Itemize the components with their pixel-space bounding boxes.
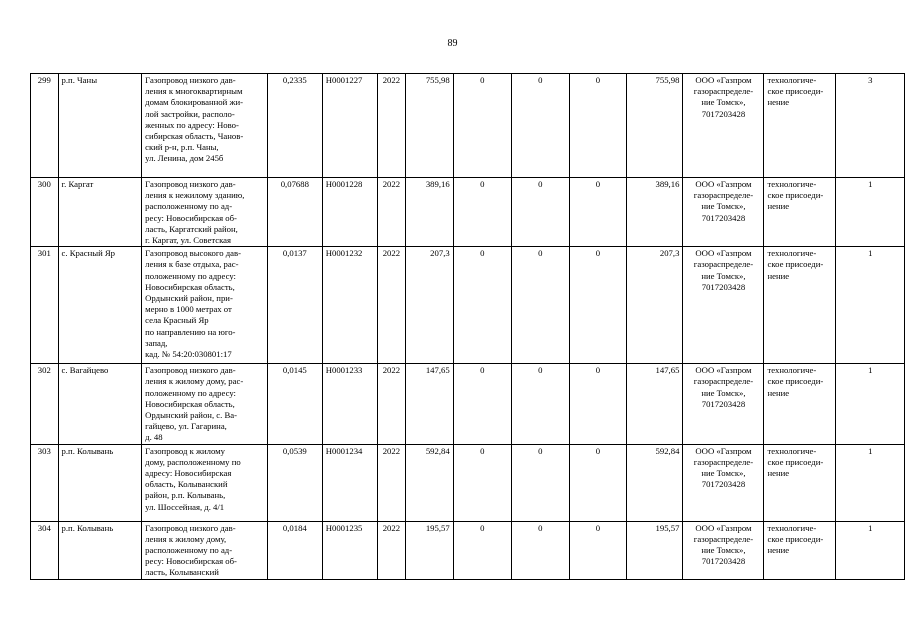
organization-cell: ООО «Газпром газораспределе- ние Томск», 7017203428 bbox=[683, 74, 764, 178]
object-code-cell: Н0001234 bbox=[322, 444, 377, 521]
amount-cell: 195,57 bbox=[405, 521, 453, 579]
length-cell: 0,07688 bbox=[267, 178, 322, 247]
object-code-cell: Н0001227 bbox=[322, 74, 377, 178]
total-amount-cell: 207,3 bbox=[627, 247, 683, 364]
description-cell: Газопровод низкого дав- ления к жилому дому, расположенному по ад- ресу: Новосибирская об- ласть, Колыванский bbox=[142, 521, 268, 579]
zero-value-cell: 0 bbox=[569, 444, 626, 521]
locality-cell: с. Красный Яр bbox=[58, 247, 142, 364]
locality-cell: р.п. Колывань bbox=[58, 521, 142, 579]
zero-value-cell: 0 bbox=[511, 444, 569, 521]
length-cell: 0,0539 bbox=[267, 444, 322, 521]
organization-cell: ООО «Газпром газораспределе- ние Томск», 7017203428 bbox=[683, 178, 764, 247]
table-row bbox=[31, 178, 905, 247]
row-number-cell: 303 bbox=[31, 444, 59, 521]
organization-cell: ООО «Газпром газораспределе- ние Томск», 7017203428 bbox=[683, 521, 764, 579]
length-cell: 0,0184 bbox=[267, 521, 322, 579]
category-cell: 1 bbox=[836, 444, 905, 521]
year-cell: 2022 bbox=[377, 247, 405, 364]
category-cell: 3 bbox=[836, 74, 905, 178]
zero-value-cell: 0 bbox=[511, 521, 569, 579]
zero-value-cell: 0 bbox=[511, 247, 569, 364]
locality-cell: г. Каргат bbox=[58, 178, 142, 247]
category-cell: 1 bbox=[836, 364, 905, 444]
total-amount-cell: 755,98 bbox=[627, 74, 683, 178]
locality-cell: р.п. Чаны bbox=[58, 74, 142, 178]
zero-value-cell: 0 bbox=[511, 364, 569, 444]
year-cell: 2022 bbox=[377, 444, 405, 521]
table-body bbox=[31, 74, 905, 580]
amount-cell: 389,16 bbox=[405, 178, 453, 247]
description-cell: Газопровод низкого дав- ления к нежилому зданию, расположенному по ад- ресу: Новосибирская об- ласть, Каргатский район, г. Каргат, ул. Советская bbox=[142, 178, 268, 247]
description-cell: Газопровод к жилому дому, расположенному по адресу: Новосибирская область, Колыванский район, р.п. Колывань, ул. Шоссейная, д. 4/1 bbox=[142, 444, 268, 521]
total-amount-cell: 147,65 bbox=[627, 364, 683, 444]
purpose-cell: технологиче- ское присоеди- нение bbox=[764, 444, 836, 521]
total-amount-cell: 195,57 bbox=[627, 521, 683, 579]
zero-value-cell: 0 bbox=[569, 364, 626, 444]
purpose-cell: технологиче- ское присоеди- нение bbox=[764, 178, 836, 247]
object-code-cell: Н0001233 bbox=[322, 364, 377, 444]
year-cell: 2022 bbox=[377, 364, 405, 444]
table-row bbox=[31, 74, 905, 178]
table-row bbox=[31, 247, 905, 364]
object-code-cell: Н0001232 bbox=[322, 247, 377, 364]
length-cell: 0,0145 bbox=[267, 364, 322, 444]
locality-cell: с. Вагайцево bbox=[58, 364, 142, 444]
zero-value-cell: 0 bbox=[511, 74, 569, 178]
row-number-cell: 299 bbox=[31, 74, 59, 178]
amount-cell: 147,65 bbox=[405, 364, 453, 444]
table-row bbox=[31, 364, 905, 444]
total-amount-cell: 592,84 bbox=[627, 444, 683, 521]
organization-cell: ООО «Газпром газораспределе- ние Томск», 7017203428 bbox=[683, 364, 764, 444]
category-cell: 1 bbox=[836, 247, 905, 364]
table-row bbox=[31, 521, 905, 579]
description-cell: Газопровод низкого дав- ления к многоквартирным домам блокированной жи- лой застройки, располо- женных по адресу: Ново- сибирская область, Чанов- ский р-н, р.п. Чаны, ул. Ленина, дом 245б bbox=[142, 74, 268, 178]
year-cell: 2022 bbox=[377, 178, 405, 247]
year-cell: 2022 bbox=[377, 521, 405, 579]
locality-cell: р.п. Колывань bbox=[58, 444, 142, 521]
zero-value-cell: 0 bbox=[453, 521, 511, 579]
amount-cell: 207,3 bbox=[405, 247, 453, 364]
zero-value-cell: 0 bbox=[453, 247, 511, 364]
object-code-cell: Н0001228 bbox=[322, 178, 377, 247]
purpose-cell: технологиче- ское присоеди- нение bbox=[764, 74, 836, 178]
amount-cell: 592,84 bbox=[405, 444, 453, 521]
zero-value-cell: 0 bbox=[569, 521, 626, 579]
length-cell: 0,2335 bbox=[267, 74, 322, 178]
purpose-cell: технологиче- ское присоеди- нение bbox=[764, 364, 836, 444]
purpose-cell: технологиче- ское присоеди- нение bbox=[764, 247, 836, 364]
zero-value-cell: 0 bbox=[453, 74, 511, 178]
row-number-cell: 304 bbox=[31, 521, 59, 579]
description-cell: Газопровод высокого дав- ления к базе отдыха, рас- положенному по адресу: Новосибирская область, Ордынский район, при- мерно в 1000 метрах от села Красный Яр по направлению на юго- запад, кад. № 54:20:030801:17 bbox=[142, 247, 268, 364]
zero-value-cell: 0 bbox=[569, 74, 626, 178]
zero-value-cell: 0 bbox=[453, 364, 511, 444]
object-code-cell: Н0001235 bbox=[322, 521, 377, 579]
registry-table bbox=[30, 73, 905, 580]
zero-value-cell: 0 bbox=[453, 178, 511, 247]
zero-value-cell: 0 bbox=[569, 247, 626, 364]
table-row bbox=[31, 444, 905, 521]
length-cell: 0,0137 bbox=[267, 247, 322, 364]
row-number-cell: 302 bbox=[31, 364, 59, 444]
category-cell: 1 bbox=[836, 521, 905, 579]
row-number-cell: 301 bbox=[31, 247, 59, 364]
page-number: 89 bbox=[447, 38, 458, 49]
description-cell: Газопровод низкого дав- ления к жилому дому, рас- положенному по адресу: Новосибирская область, Ордынский район, с. Ва- гайцево, ул. Гагарина, д. 48 bbox=[142, 364, 268, 444]
year-cell: 2022 bbox=[377, 74, 405, 178]
zero-value-cell: 0 bbox=[511, 178, 569, 247]
organization-cell: ООО «Газпром газораспределе- ние Томск», 7017203428 bbox=[683, 247, 764, 364]
zero-value-cell: 0 bbox=[453, 444, 511, 521]
purpose-cell: технологиче- ское присоеди- нение bbox=[764, 521, 836, 579]
zero-value-cell: 0 bbox=[569, 178, 626, 247]
total-amount-cell: 389,16 bbox=[627, 178, 683, 247]
organization-cell: ООО «Газпром газораспределе- ние Томск», 7017203428 bbox=[683, 444, 764, 521]
row-number-cell: 300 bbox=[31, 178, 59, 247]
amount-cell: 755,98 bbox=[405, 74, 453, 178]
category-cell: 1 bbox=[836, 178, 905, 247]
